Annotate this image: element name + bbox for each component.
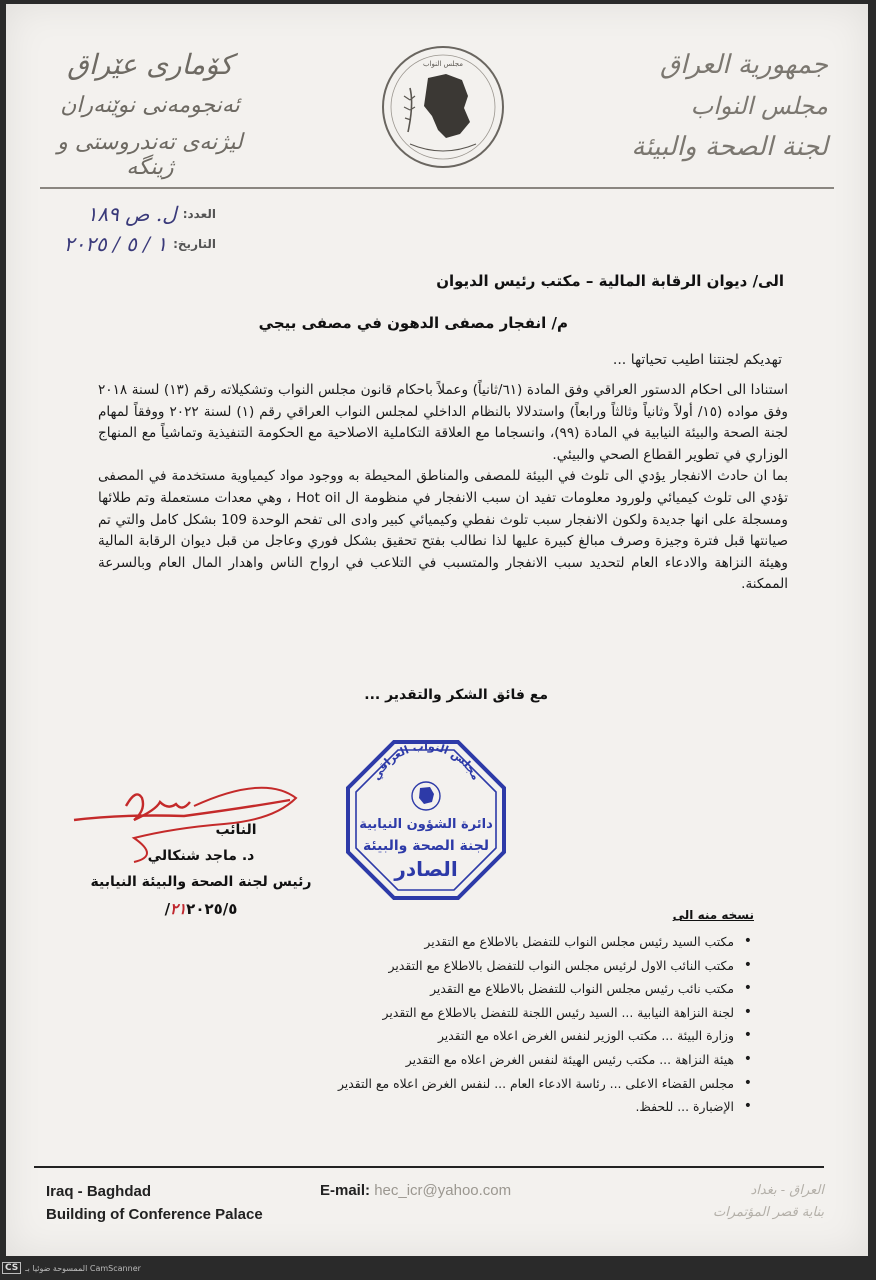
stamp-line-2: لجنة الصحة والبيئة [362,838,490,854]
footer-email [320,1182,511,1199]
scanner-watermark [2,1262,141,1274]
header-divider [40,187,834,189]
copies-heading: نسخه منه الى [672,908,754,922]
letter-body [98,380,788,596]
signer-date-printed: ٢٠٢٥/٥/ [164,900,238,918]
svg-text:مجلس النواب: مجلس النواب [422,60,464,68]
copy-recipient: • مجلس القضاء الاعلى ... رئاسة الادعاء العام ... لنفس الغرض اعلاه مع التقدير [192,1072,752,1096]
footer-city-arabic: العراق - بغداد [750,1183,824,1198]
letterhead-kurdish-line-2: ئەنجومەنی نوێنەران [60,93,240,118]
copies-list [192,930,752,1119]
copy-recipient: • مكتب النائب الاول لرئيس مجلس النواب للتفضل بالاطلاع مع التقدير [192,954,752,978]
reference-block [36,202,216,262]
footer-city: Iraq - Baghdad [46,1183,152,1200]
letterhead-arabic-line-3: لجنة الصحة والبيئة [631,132,828,162]
stamp-top-text: مجلس النواب العراقي [369,739,483,783]
copy-recipient: • وزارة البيئة ... مكتب الوزير لنفس الغرض اعلاه مع التقدير [192,1024,752,1048]
copy-recipient: • هيئة النزاهة ... مكتب رئيس الهيئة لنفس الغرض اعلاه مع التقدير [192,1048,752,1072]
greeting: تهديكم لجنتنا اطيب تحياتها ... [612,352,782,368]
body-paragraph-2: بما ان حادث الانفجار يؤدي الى تلوث في البيئة للمصفى والمناطق المحيطة به ووجود مواد كيمياوية مستخدمة في المصفى تؤدي الى تلوث كيميائي ولورود معلومات تفيد ان سبب الانفجار في منظومة ال Hot oil ، وهي معدات مستعملة وتم طلائها ومسجلة على انها جديدة ولكون الانفجار سبب تلوث نفطي وكيميائي كبير وادى الى تفحم الوحدة 109 بشكل كامل والتي تم صيانتها قبل فترة وجيزة وصرف مبالغ كبيرة عليها لذا نطالب بفتح تحقيق بشكل فوري وعاجل من قبل ديوان الرقابة المالية وهيئة النزاهة والادعاء العام لتحديد سبب الانفجار والمتسبب في التلاعب في ارواح الناس واهدار المال العام وبالسرعة الممكنة. [98,468,789,593]
iraqi-parliament-emblem-icon [380,44,506,170]
stamp-line-3: الصادر [394,857,458,881]
letterhead-kurdish-line-3: لیژنەی تەندروستی و ژینگە [57,130,243,180]
date-label: التاريخ: [173,237,216,251]
signer-role: رئيس لجنة الصحة والبيئة النيابية [90,874,312,890]
letterhead-kurdish [40,48,260,192]
copy-recipient: • مكتب نائب رئيس مجلس النواب للتفضل بالاطلاع مع التقدير [192,977,752,1001]
svg-text:مجلس النواب العراقي [370,740,483,782]
signer-title: النائب [215,822,257,838]
signer-date-handwritten: ٢١ [170,900,187,918]
closing-line: مع فائق الشكر والتقدير ... [364,687,548,703]
camscanner-icon: CS [2,1262,21,1274]
email-label: E-mail: [320,1182,371,1199]
footer-building-arabic: بناية قصر المؤتمرات [713,1205,824,1220]
letterhead-arabic [608,50,828,174]
number-label: العدد: [182,207,216,221]
email-address: hec_icr@yahoo.com [374,1182,512,1199]
body-paragraph-1: استنادا الى احكام الدستور العراقي وفق المادة (٦١/ثانياً) وعملاً باحكام قانون مجلس النواب وتشكيلاته رقم (١٣) لسنة ٢٠١٨ وفق مواده (١٥/ أولاً وثانياً وثالثاً ورابعاً) واستدلالا بالنظام الداخلي لمجلس النواب العراقي رقم (١) لسنة ٢٠٢٢ ووفقاً لمهام لجنة الصحة والبيئة النيابية في المادة (٩٩)، وانسجاما مع العلاقة التكاملية الاصلاحية مع الحكومة التنفيذية وتماشياً مع المنهاج الوزاري في تطوير القطاع الصحي والبيئي. [98,382,788,463]
copy-recipient: • لجنة النزاهة النيابية ... السيد رئيس اللجنة للتفضل بالاطلاع مع التقدير [192,1001,752,1025]
footer-divider [34,1166,824,1168]
addressee: الى/ ديوان الرقابة المالية – مكتب رئيس الديوان [436,272,784,290]
number-value: ل. ص ١٨٩ [86,202,177,226]
letterhead-arabic-line-1: جمهورية العراق [660,50,828,80]
letter-page [6,4,868,1256]
signer-block [56,822,346,918]
footer-building: Building of Conference Palace [46,1206,263,1223]
copy-recipient: • الإضبارة ... للحفظ. [192,1095,752,1119]
copy-recipient: • مكتب السيد رئيس مجلس النواب للتفضل بالاطلاع مع التقدير [192,930,752,954]
letterhead-arabic-line-2: مجلس النواب [690,92,828,120]
footer-address-english [46,1180,263,1226]
stamp-line-1: دائرة الشؤون النيابية [359,817,493,832]
signer-name: د. ماجد شنكالي [147,848,255,864]
scanner-text: الممسوحة ضوئيا بـ CamScanner [25,1263,141,1273]
letterhead-kurdish-line-1: کۆماری عێراق [67,48,233,81]
subject-line: م/ انفجار مصفى الدهون في مصفى بيجي [258,314,568,332]
official-stamp [344,738,508,902]
signer-date [56,900,346,918]
footer-address-arabic [713,1180,824,1224]
date-value: ١ / ٥ / ٢٠٢٥ [63,232,168,256]
